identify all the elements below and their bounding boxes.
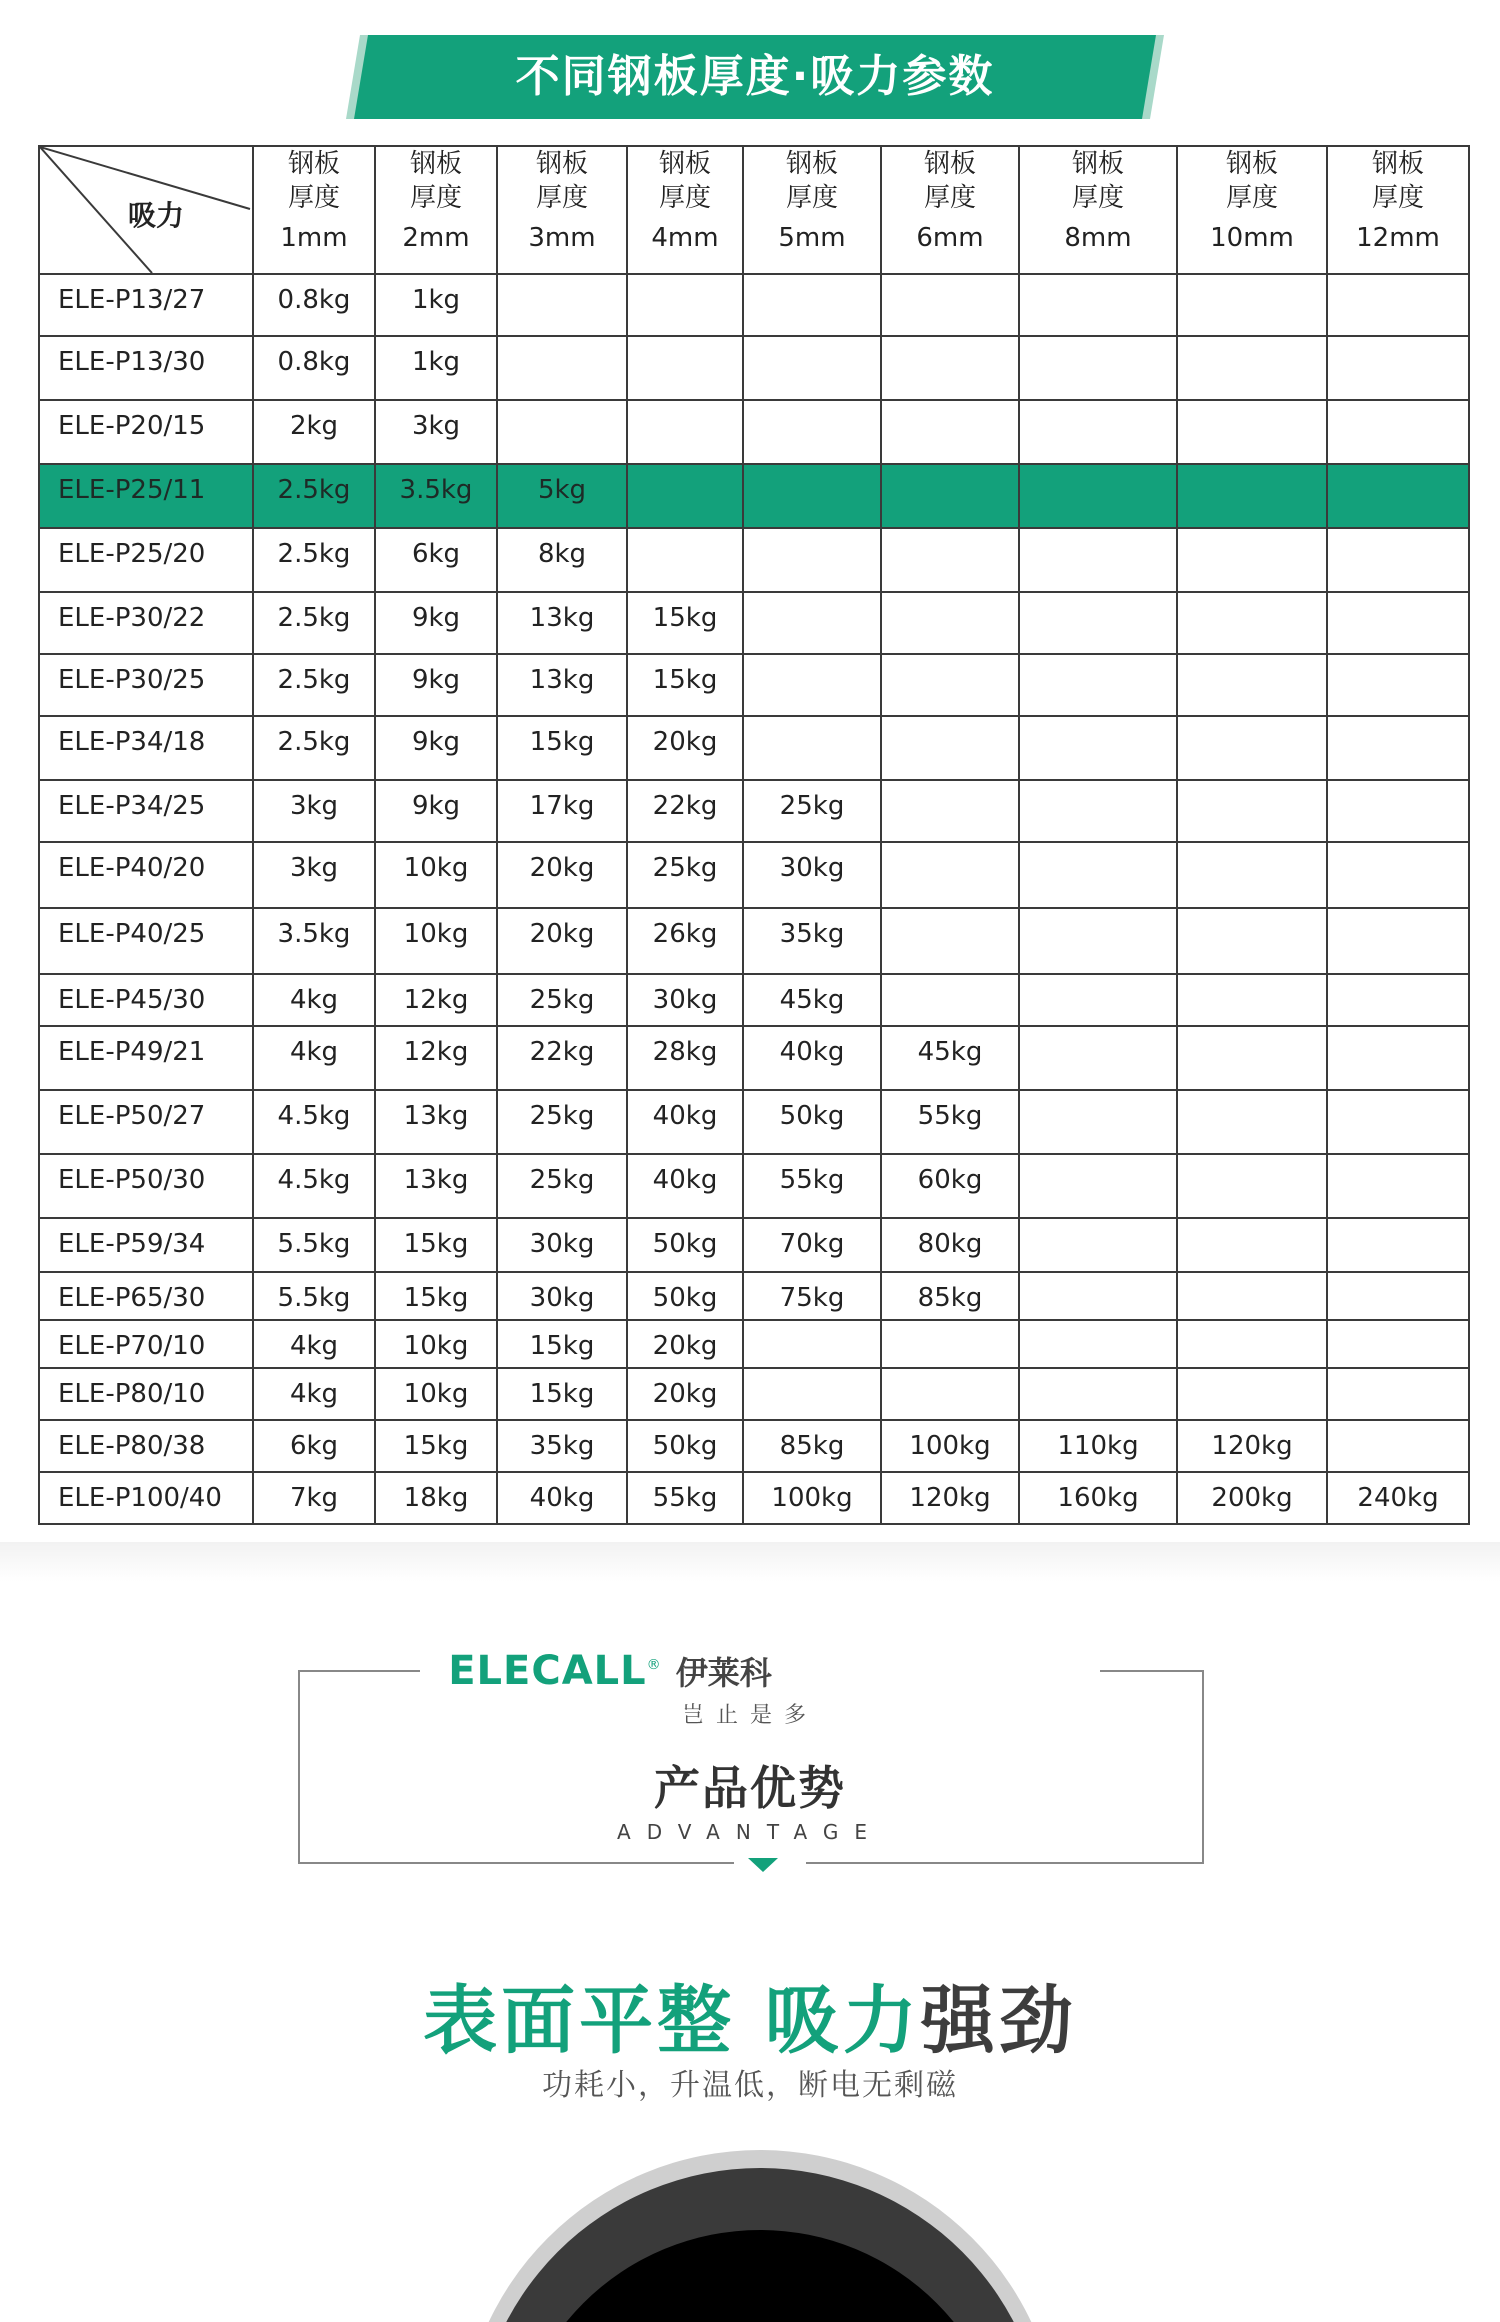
suction-value-cell bbox=[1019, 528, 1177, 592]
table-row bbox=[39, 1026, 1469, 1090]
model-cell: ELE-P13/30 bbox=[39, 336, 253, 400]
suction-value-cell: 50kg bbox=[627, 1218, 743, 1272]
table-row bbox=[39, 592, 1469, 654]
suction-value-cell: 18kg bbox=[375, 1472, 497, 1524]
suction-value-cell: 20kg bbox=[497, 842, 627, 908]
suction-value-cell bbox=[743, 716, 881, 780]
model-cell: ELE-P100/40 bbox=[39, 1472, 253, 1524]
suction-value-cell: 8kg bbox=[497, 528, 627, 592]
suction-value-cell bbox=[743, 654, 881, 716]
suction-value-cell: 85kg bbox=[743, 1420, 881, 1472]
suction-value-cell: 4kg bbox=[253, 1320, 375, 1368]
suction-value-cell bbox=[1177, 1090, 1327, 1154]
suction-value-cell bbox=[1019, 1090, 1177, 1154]
suction-value-cell: 40kg bbox=[497, 1472, 627, 1524]
suction-value-cell: 9kg bbox=[375, 780, 497, 842]
model-cell: ELE-P45/30 bbox=[39, 974, 253, 1026]
suction-value-cell: 13kg bbox=[497, 592, 627, 654]
suction-value-cell bbox=[1327, 464, 1469, 528]
suction-value-cell: 3.5kg bbox=[253, 908, 375, 974]
suction-value-cell: 20kg bbox=[627, 1320, 743, 1368]
suction-value-cell bbox=[1327, 336, 1469, 400]
model-cell: ELE-P80/10 bbox=[39, 1368, 253, 1420]
advantage-title: 产品优势 bbox=[654, 1761, 846, 1815]
suction-value-cell bbox=[1177, 464, 1327, 528]
suction-value-cell: 15kg bbox=[497, 716, 627, 780]
model-cell: ELE-P30/22 bbox=[39, 592, 253, 654]
suction-value-cell: 3kg bbox=[253, 780, 375, 842]
suction-value-cell: 45kg bbox=[881, 1026, 1019, 1090]
table-row bbox=[39, 716, 1469, 780]
suction-value-cell bbox=[1019, 592, 1177, 654]
suction-value-cell: 160kg bbox=[1019, 1472, 1177, 1524]
headline-part2: 吸力 bbox=[764, 1978, 921, 2064]
suction-value-cell bbox=[743, 1368, 881, 1420]
suction-value-cell bbox=[1019, 1154, 1177, 1218]
col-header-3mm: 钢板 厚度 3mm bbox=[497, 146, 627, 274]
suction-value-cell bbox=[627, 336, 743, 400]
suction-value-cell: 5.5kg bbox=[253, 1218, 375, 1272]
suction-value-cell bbox=[1327, 274, 1469, 336]
suction-value-cell bbox=[1177, 1272, 1327, 1320]
col-header-4mm: 钢板 厚度 4mm bbox=[627, 146, 743, 274]
suction-value-cell: 3.5kg bbox=[375, 464, 497, 528]
suction-value-cell bbox=[1177, 842, 1327, 908]
suction-value-cell: 120kg bbox=[1177, 1420, 1327, 1472]
model-cell: ELE-P30/25 bbox=[39, 654, 253, 716]
suction-value-cell: 9kg bbox=[375, 654, 497, 716]
suction-value-cell: 13kg bbox=[375, 1154, 497, 1218]
feature-subline: 功耗小，升温低，断电无剩磁 bbox=[542, 2068, 958, 2103]
suction-value-cell bbox=[743, 592, 881, 654]
suction-value-cell: 22kg bbox=[497, 1026, 627, 1090]
model-cell: ELE-P40/25 bbox=[39, 908, 253, 974]
suction-value-cell bbox=[1177, 716, 1327, 780]
suction-value-cell bbox=[1327, 1154, 1469, 1218]
table-row bbox=[39, 1420, 1469, 1472]
suction-value-cell bbox=[1177, 1320, 1327, 1368]
suction-value-cell bbox=[1327, 654, 1469, 716]
suction-value-cell: 80kg bbox=[881, 1218, 1019, 1272]
suction-value-cell: 55kg bbox=[743, 1154, 881, 1218]
suction-value-cell: 15kg bbox=[627, 654, 743, 716]
suction-value-cell: 75kg bbox=[743, 1272, 881, 1320]
col-header-12mm: 钢板 厚度 12mm bbox=[1327, 146, 1469, 274]
suction-value-cell: 40kg bbox=[627, 1154, 743, 1218]
brand-logo bbox=[330, 1648, 890, 1694]
suction-value-cell bbox=[627, 528, 743, 592]
model-cell: ELE-P25/11 bbox=[39, 464, 253, 528]
suction-value-cell: 6kg bbox=[253, 1420, 375, 1472]
suction-value-cell bbox=[1019, 908, 1177, 974]
suction-value-cell bbox=[881, 336, 1019, 400]
suction-value-cell bbox=[1177, 274, 1327, 336]
suction-value-cell: 2.5kg bbox=[253, 654, 375, 716]
col-header-2mm: 钢板 厚度 2mm bbox=[375, 146, 497, 274]
suction-value-cell bbox=[881, 274, 1019, 336]
suction-value-cell: 110kg bbox=[1019, 1420, 1177, 1472]
section-divider bbox=[0, 1542, 1500, 1582]
suction-value-cell bbox=[1327, 1026, 1469, 1090]
suction-value-cell bbox=[1019, 1368, 1177, 1420]
suction-value-cell: 30kg bbox=[497, 1218, 627, 1272]
suction-value-cell: 30kg bbox=[627, 974, 743, 1026]
suction-value-cell: 9kg bbox=[375, 592, 497, 654]
suction-value-cell: 5kg bbox=[497, 464, 627, 528]
suction-value-cell: 30kg bbox=[743, 842, 881, 908]
suction-value-cell bbox=[627, 274, 743, 336]
brand-cn-name: 伊莱科 bbox=[675, 1654, 772, 1692]
suction-value-cell bbox=[1327, 592, 1469, 654]
suction-value-cell bbox=[881, 528, 1019, 592]
suction-value-cell bbox=[1019, 464, 1177, 528]
suction-value-cell: 20kg bbox=[497, 908, 627, 974]
suction-value-cell: 25kg bbox=[743, 780, 881, 842]
suction-value-cell: 5.5kg bbox=[253, 1272, 375, 1320]
suction-value-cell bbox=[1019, 780, 1177, 842]
suction-value-cell: 13kg bbox=[375, 1090, 497, 1154]
suction-value-cell: 35kg bbox=[497, 1420, 627, 1472]
suction-value-cell bbox=[1019, 1272, 1177, 1320]
table-row bbox=[39, 1320, 1469, 1368]
suction-value-cell bbox=[1327, 1272, 1469, 1320]
suction-value-cell bbox=[1019, 1320, 1177, 1368]
brand-logo-text: ELECALL bbox=[448, 1648, 647, 1694]
suction-value-cell bbox=[1019, 716, 1177, 780]
registered-mark: ® bbox=[646, 1657, 661, 1674]
table-row bbox=[39, 528, 1469, 592]
suction-value-cell bbox=[627, 400, 743, 464]
suction-value-cell: 4.5kg bbox=[253, 1090, 375, 1154]
suction-value-cell bbox=[881, 780, 1019, 842]
suction-value-cell bbox=[743, 336, 881, 400]
suction-value-cell bbox=[881, 1320, 1019, 1368]
table-row bbox=[39, 1154, 1469, 1218]
headline-part1: 表面平整 bbox=[423, 1978, 765, 2064]
corner-label: 吸力 bbox=[128, 199, 185, 232]
brand-slogan: 岂止是多 bbox=[681, 1703, 818, 1728]
suction-value-cell bbox=[1327, 1368, 1469, 1420]
suction-value-cell: 26kg bbox=[627, 908, 743, 974]
suction-value-cell: 240kg bbox=[1327, 1472, 1469, 1524]
suction-value-cell bbox=[1327, 1090, 1469, 1154]
suction-value-cell: 3kg bbox=[375, 400, 497, 464]
suction-value-cell bbox=[497, 274, 627, 336]
suction-value-cell: 4kg bbox=[253, 1368, 375, 1420]
model-cell: ELE-P49/21 bbox=[39, 1026, 253, 1090]
suction-value-cell bbox=[1177, 592, 1327, 654]
suction-value-cell bbox=[1327, 1320, 1469, 1368]
model-cell: ELE-P34/18 bbox=[39, 716, 253, 780]
suction-value-cell: 2.5kg bbox=[253, 464, 375, 528]
suction-value-cell bbox=[1177, 1368, 1327, 1420]
suction-value-cell bbox=[1327, 528, 1469, 592]
table-row bbox=[39, 1090, 1469, 1154]
suction-value-cell: 6kg bbox=[375, 528, 497, 592]
suction-value-cell: 0.8kg bbox=[253, 336, 375, 400]
suction-value-cell: 2kg bbox=[253, 400, 375, 464]
suction-value-cell bbox=[1019, 1218, 1177, 1272]
suction-value-cell: 13kg bbox=[497, 654, 627, 716]
suction-value-cell bbox=[881, 400, 1019, 464]
model-cell: ELE-P34/25 bbox=[39, 780, 253, 842]
suction-value-cell: 25kg bbox=[497, 974, 627, 1026]
model-cell: ELE-P50/27 bbox=[39, 1090, 253, 1154]
down-arrow-icon bbox=[748, 1858, 778, 1874]
suction-value-cell bbox=[1327, 974, 1469, 1026]
col-header-8mm: 钢板 厚度 8mm bbox=[1019, 146, 1177, 274]
suction-value-cell: 55kg bbox=[881, 1090, 1019, 1154]
suction-value-cell bbox=[1327, 908, 1469, 974]
suction-value-cell: 15kg bbox=[627, 592, 743, 654]
suction-value-cell: 60kg bbox=[881, 1154, 1019, 1218]
table-row bbox=[39, 842, 1469, 908]
suction-value-cell bbox=[881, 654, 1019, 716]
banner-title: 不同钢板厚度·吸力参数 bbox=[515, 51, 995, 102]
table-row bbox=[39, 400, 1469, 464]
suction-value-cell bbox=[497, 400, 627, 464]
suction-value-cell bbox=[1177, 654, 1327, 716]
suction-value-cell: 55kg bbox=[627, 1472, 743, 1524]
model-cell: ELE-P25/20 bbox=[39, 528, 253, 592]
suction-value-cell: 120kg bbox=[881, 1472, 1019, 1524]
suction-value-cell bbox=[1177, 1218, 1327, 1272]
suction-value-cell: 15kg bbox=[375, 1218, 497, 1272]
title-banner bbox=[346, 35, 1164, 119]
suction-value-cell: 15kg bbox=[375, 1420, 497, 1472]
table-row bbox=[39, 274, 1469, 336]
table-row bbox=[39, 464, 1469, 528]
model-cell: ELE-P80/38 bbox=[39, 1420, 253, 1472]
suction-value-cell: 20kg bbox=[627, 1368, 743, 1420]
suction-value-cell: 2.5kg bbox=[253, 592, 375, 654]
table-row bbox=[39, 1368, 1469, 1420]
suction-value-cell: 25kg bbox=[497, 1154, 627, 1218]
suction-value-cell bbox=[1327, 842, 1469, 908]
suction-value-cell: 2.5kg bbox=[253, 528, 375, 592]
suction-value-cell: 50kg bbox=[743, 1090, 881, 1154]
suction-value-cell: 0.8kg bbox=[253, 274, 375, 336]
table-row bbox=[39, 654, 1469, 716]
suction-value-cell bbox=[1177, 400, 1327, 464]
suction-value-cell: 45kg bbox=[743, 974, 881, 1026]
suction-value-cell: 22kg bbox=[627, 780, 743, 842]
suction-value-cell: 15kg bbox=[497, 1368, 627, 1420]
suction-value-cell bbox=[743, 1320, 881, 1368]
suction-value-cell bbox=[1327, 1218, 1469, 1272]
suction-value-cell: 10kg bbox=[375, 1320, 497, 1368]
suction-value-cell: 35kg bbox=[743, 908, 881, 974]
suction-value-cell bbox=[1177, 1026, 1327, 1090]
suction-value-cell bbox=[1177, 780, 1327, 842]
suction-value-cell: 40kg bbox=[627, 1090, 743, 1154]
suction-value-cell bbox=[1019, 654, 1177, 716]
suction-value-cell: 12kg bbox=[375, 1026, 497, 1090]
col-header-1mm: 钢板 厚度 1mm bbox=[253, 146, 375, 274]
model-cell: ELE-P40/20 bbox=[39, 842, 253, 908]
suction-value-cell bbox=[1019, 336, 1177, 400]
table-row bbox=[39, 780, 1469, 842]
suction-value-cell: 12kg bbox=[375, 974, 497, 1026]
table-header-row bbox=[39, 146, 1469, 274]
suction-value-cell: 4kg bbox=[253, 1026, 375, 1090]
suction-value-cell: 70kg bbox=[743, 1218, 881, 1272]
suction-value-cell bbox=[1327, 1420, 1469, 1472]
suction-value-cell bbox=[1177, 336, 1327, 400]
model-cell: ELE-P65/30 bbox=[39, 1272, 253, 1320]
suction-value-cell: 17kg bbox=[497, 780, 627, 842]
suction-spec-table bbox=[38, 145, 1470, 1525]
table-row bbox=[39, 336, 1469, 400]
table-row bbox=[39, 1218, 1469, 1272]
model-cell: ELE-P13/27 bbox=[39, 274, 253, 336]
suction-value-cell: 15kg bbox=[497, 1320, 627, 1368]
suction-value-cell bbox=[1327, 400, 1469, 464]
table-row bbox=[39, 974, 1469, 1026]
suction-value-cell: 200kg bbox=[1177, 1472, 1327, 1524]
suction-value-cell: 15kg bbox=[375, 1272, 497, 1320]
suction-value-cell bbox=[627, 464, 743, 528]
suction-value-cell bbox=[1177, 528, 1327, 592]
suction-value-cell: 7kg bbox=[253, 1472, 375, 1524]
table-row bbox=[39, 908, 1469, 974]
electromagnet-product-image bbox=[0, 2150, 1500, 2322]
col-header-6mm: 钢板 厚度 6mm bbox=[881, 146, 1019, 274]
suction-value-cell: 1kg bbox=[375, 274, 497, 336]
suction-value-cell: 40kg bbox=[743, 1026, 881, 1090]
advantage-en-subtitle: ADVANTAGE bbox=[617, 1820, 883, 1844]
suction-value-cell bbox=[1019, 842, 1177, 908]
suction-value-cell: 85kg bbox=[881, 1272, 1019, 1320]
suction-value-cell: 10kg bbox=[375, 1368, 497, 1420]
suction-value-cell: 3kg bbox=[253, 842, 375, 908]
suction-value-cell bbox=[1177, 1154, 1327, 1218]
model-cell: ELE-P70/10 bbox=[39, 1320, 253, 1368]
headline-part3: 强劲 bbox=[920, 1978, 1077, 2064]
suction-value-cell: 25kg bbox=[497, 1090, 627, 1154]
table-row bbox=[39, 1472, 1469, 1524]
feature-headline bbox=[0, 1962, 1500, 2068]
suction-value-cell: 100kg bbox=[881, 1420, 1019, 1472]
suction-value-cell bbox=[1177, 974, 1327, 1026]
model-cell: ELE-P59/34 bbox=[39, 1218, 253, 1272]
suction-value-cell: 100kg bbox=[743, 1472, 881, 1524]
suction-value-cell bbox=[743, 528, 881, 592]
suction-value-cell bbox=[881, 842, 1019, 908]
suction-value-cell bbox=[1019, 1026, 1177, 1090]
suction-value-cell bbox=[881, 592, 1019, 654]
suction-value-cell bbox=[1019, 974, 1177, 1026]
suction-value-cell: 50kg bbox=[627, 1420, 743, 1472]
suction-value-cell bbox=[881, 1368, 1019, 1420]
suction-value-cell: 28kg bbox=[627, 1026, 743, 1090]
suction-value-cell: 10kg bbox=[375, 908, 497, 974]
suction-value-cell: 30kg bbox=[497, 1272, 627, 1320]
suction-value-cell bbox=[1327, 716, 1469, 780]
suction-value-cell bbox=[881, 908, 1019, 974]
suction-value-cell: 4.5kg bbox=[253, 1154, 375, 1218]
suction-value-cell bbox=[881, 716, 1019, 780]
suction-value-cell: 9kg bbox=[375, 716, 497, 780]
suction-value-cell bbox=[881, 974, 1019, 1026]
suction-value-cell: 25kg bbox=[627, 842, 743, 908]
corner-header-cell bbox=[39, 146, 253, 274]
model-cell: ELE-P20/15 bbox=[39, 400, 253, 464]
suction-value-cell: 20kg bbox=[627, 716, 743, 780]
suction-value-cell: 2.5kg bbox=[253, 716, 375, 780]
suction-value-cell bbox=[743, 464, 881, 528]
suction-value-cell: 10kg bbox=[375, 842, 497, 908]
suction-value-cell bbox=[1327, 780, 1469, 842]
suction-value-cell bbox=[1177, 908, 1327, 974]
suction-value-cell bbox=[743, 400, 881, 464]
col-header-10mm: 钢板 厚度 10mm bbox=[1177, 146, 1327, 274]
model-cell: ELE-P50/30 bbox=[39, 1154, 253, 1218]
suction-value-cell bbox=[1019, 400, 1177, 464]
suction-value-cell: 1kg bbox=[375, 336, 497, 400]
suction-value-cell: 4kg bbox=[253, 974, 375, 1026]
suction-value-cell bbox=[497, 336, 627, 400]
col-header-5mm: 钢板 厚度 5mm bbox=[743, 146, 881, 274]
suction-value-cell: 50kg bbox=[627, 1272, 743, 1320]
suction-value-cell bbox=[1019, 274, 1177, 336]
suction-value-cell bbox=[881, 464, 1019, 528]
suction-value-cell bbox=[743, 274, 881, 336]
table-row bbox=[39, 1272, 1469, 1320]
